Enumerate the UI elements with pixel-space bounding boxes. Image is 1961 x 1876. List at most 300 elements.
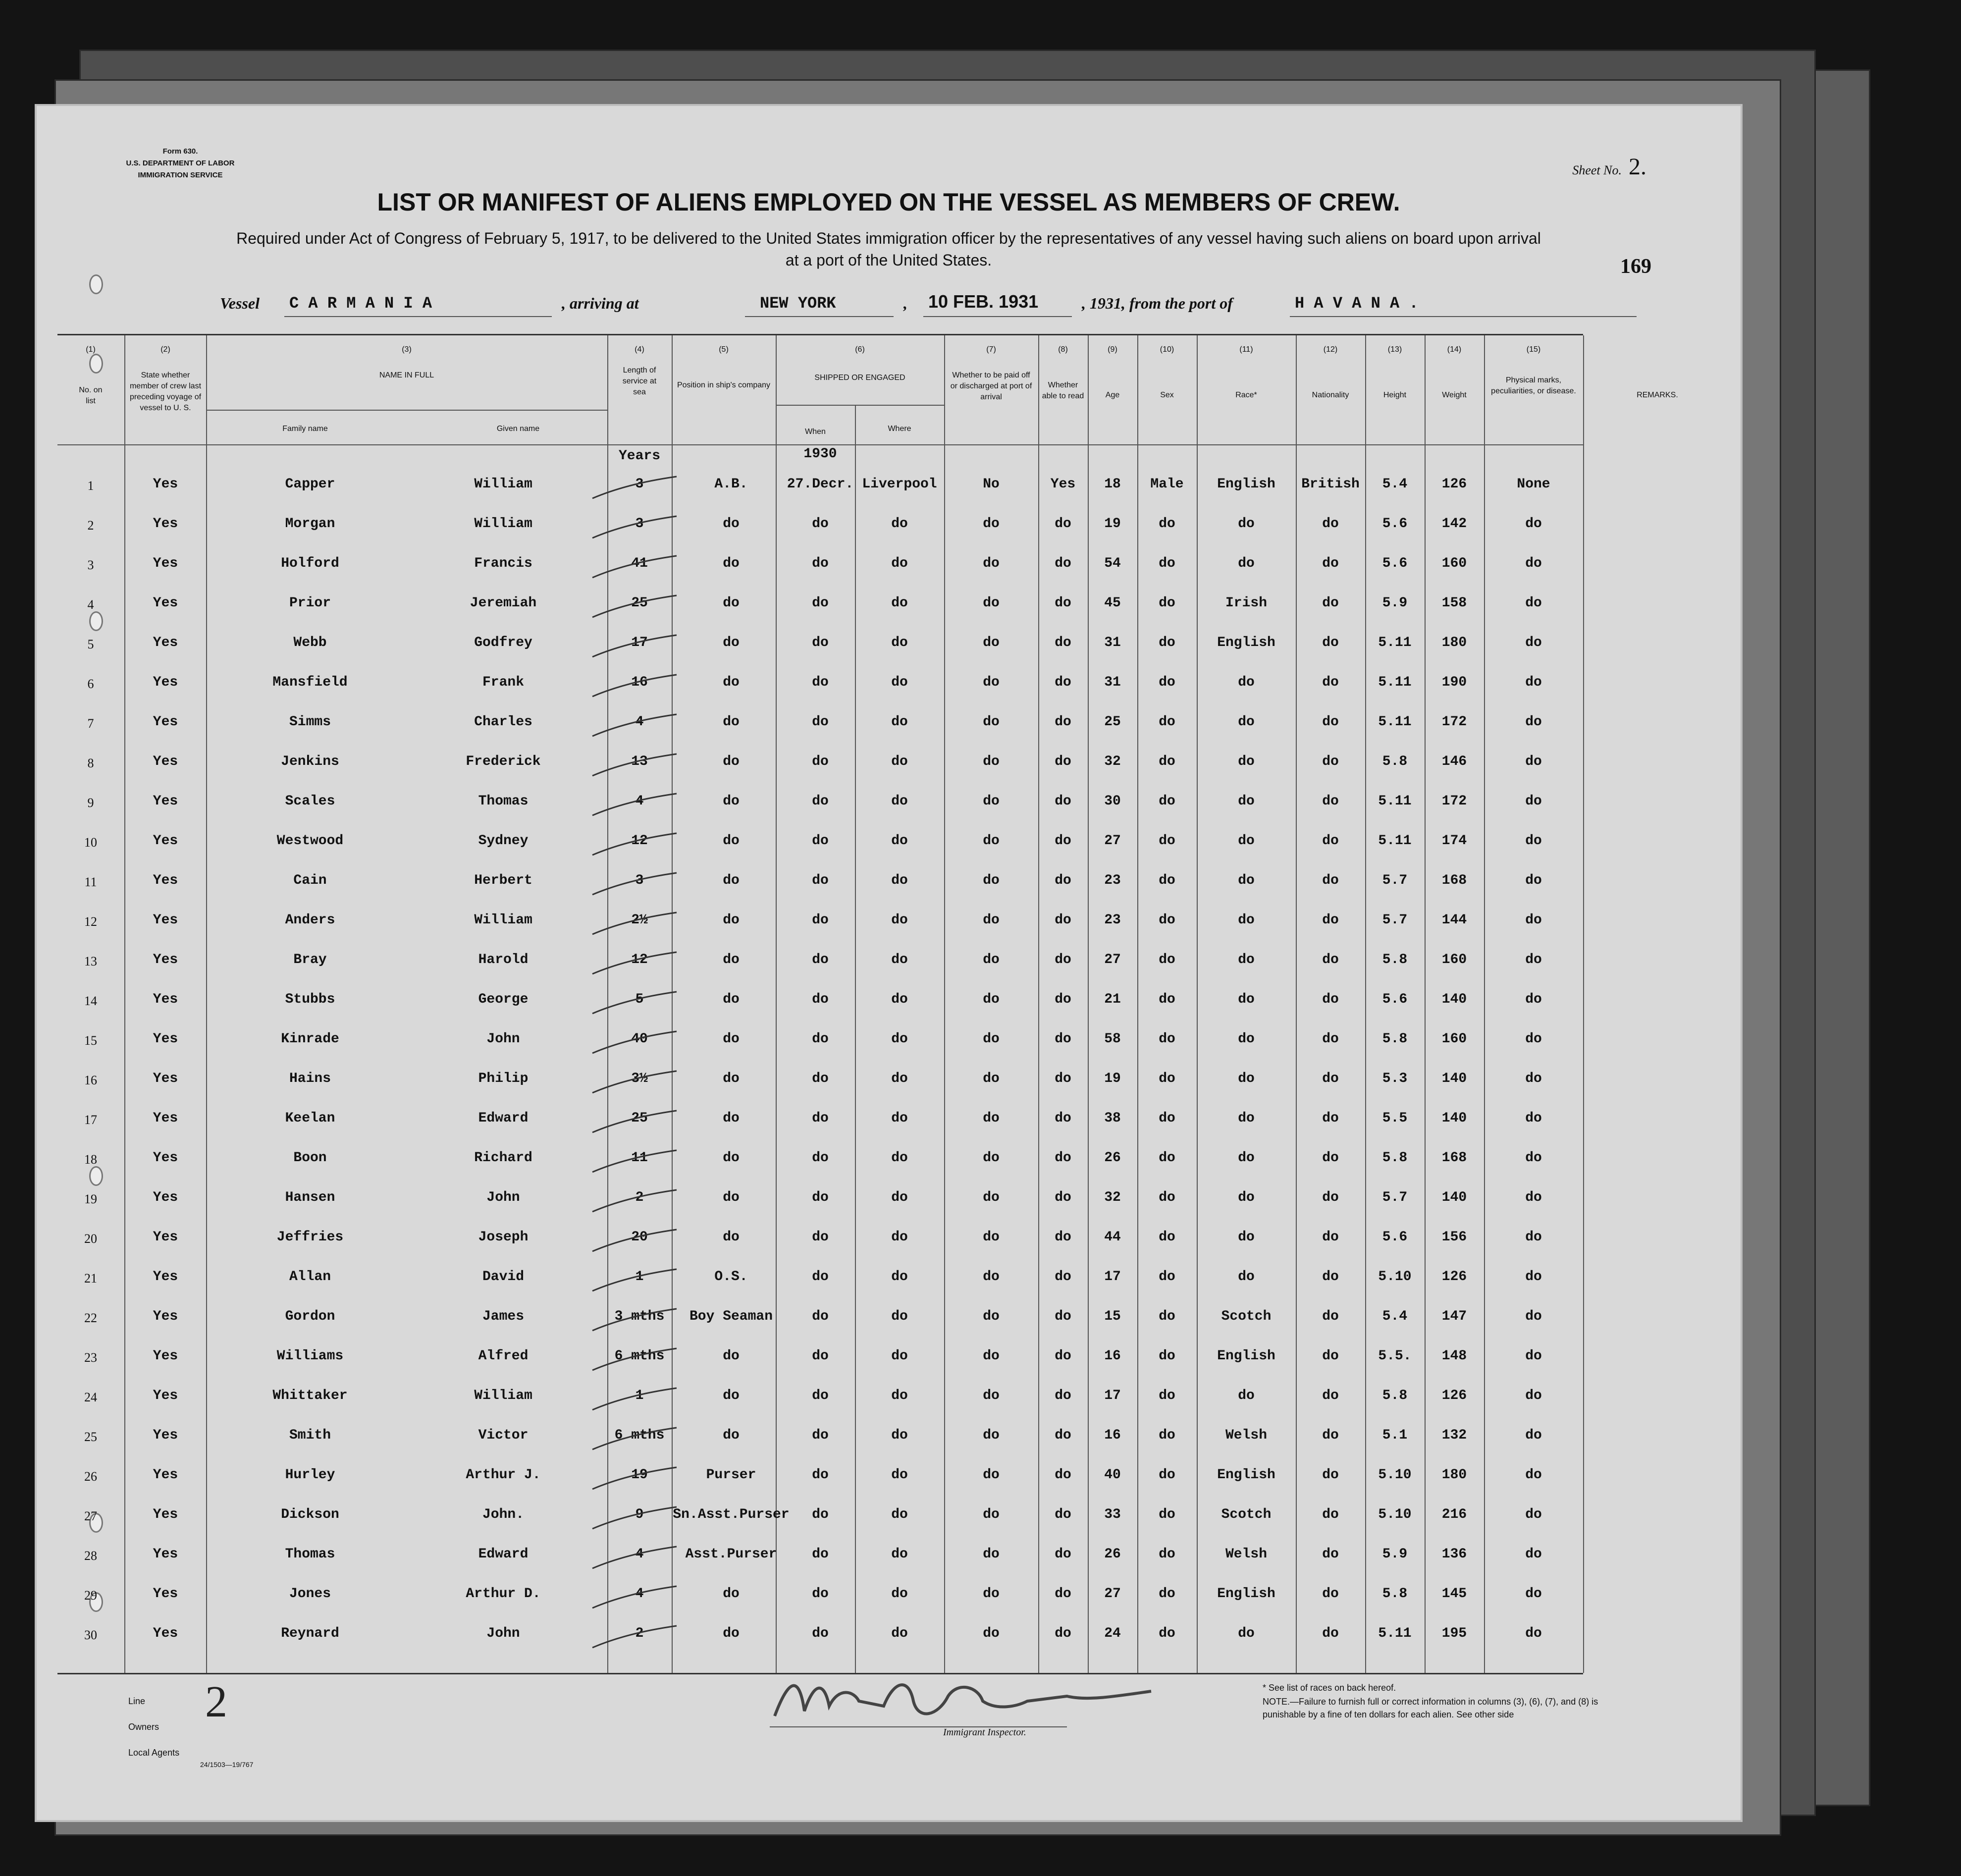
- cell-family-name: Jenkins: [281, 754, 339, 769]
- cell-physical: do: [1525, 952, 1542, 967]
- cell-row-number: 21: [84, 1271, 97, 1286]
- year-1930-label: 1930: [803, 446, 837, 462]
- cell-paid-off: do: [983, 794, 1000, 809]
- cell-where: do: [891, 1547, 908, 1562]
- cell-given-name: William: [474, 1388, 532, 1403]
- cell-where: do: [891, 635, 908, 650]
- cell-row-number: 10: [84, 835, 97, 850]
- col-divider: [1137, 335, 1138, 1673]
- cell-nationality: do: [1322, 1111, 1339, 1126]
- cell-nationality: do: [1322, 1071, 1339, 1086]
- cell-race: do: [1238, 1150, 1255, 1166]
- col-number: (1): [86, 345, 96, 354]
- cell-physical: do: [1525, 714, 1542, 730]
- check-tick-mark: [587, 1504, 682, 1534]
- header-remarks: REMARKS.: [1637, 391, 1678, 399]
- cell-when: do: [812, 1269, 829, 1285]
- cell-family-name: Hansen: [285, 1190, 335, 1205]
- cell-race: do: [1238, 516, 1255, 532]
- cell-nationality: do: [1322, 952, 1339, 967]
- cell-physical: do: [1525, 992, 1542, 1007]
- check-tick-mark: [587, 989, 682, 1018]
- cell-paid-off: do: [983, 635, 1000, 650]
- cell-able-read: do: [1055, 1547, 1071, 1562]
- name-divider: [206, 410, 607, 411]
- cell-nationality: do: [1322, 754, 1339, 769]
- cell-when: do: [812, 1626, 829, 1641]
- cell-able-read: do: [1055, 1230, 1071, 1245]
- cell-height: 5.8: [1382, 1388, 1408, 1403]
- cell-family-name: Thomas: [285, 1547, 335, 1562]
- cell-able-read: do: [1055, 1626, 1071, 1641]
- cell-row-number: 14: [84, 994, 97, 1008]
- penalty-note: NOTE.—Failure to furnish full or correct information in columns (3), (6), (7), and (8) is punishable by a fine of ten dollars for each alien. See other side: [1263, 1697, 1598, 1719]
- cell-position: do: [723, 635, 740, 650]
- cell-nationality: do: [1322, 1547, 1339, 1562]
- cell-height: 5.11: [1378, 1626, 1412, 1641]
- cell-service-length: 17: [631, 635, 648, 650]
- col-number: (9): [1108, 345, 1117, 354]
- cell-when: do: [812, 1428, 829, 1443]
- col-divider: [944, 335, 945, 1673]
- cell-service-length: 4: [635, 1547, 644, 1562]
- col-number: (2): [160, 345, 170, 354]
- cell-age: 30: [1104, 794, 1121, 809]
- cell-position: do: [723, 1428, 740, 1443]
- cell-height: 5.6: [1382, 556, 1408, 571]
- cell-weight: 160: [1441, 1031, 1467, 1047]
- check-tick-mark: [587, 830, 682, 860]
- cell-race: English: [1217, 477, 1275, 492]
- cell-age: 16: [1104, 1428, 1121, 1443]
- cell-paid-off: do: [983, 1547, 1000, 1562]
- cell-race: do: [1238, 992, 1255, 1007]
- port-underline: [745, 316, 894, 317]
- cell-family-name: Boon: [293, 1150, 327, 1166]
- cell-height: 5.10: [1378, 1269, 1412, 1285]
- cell-position: do: [723, 1111, 740, 1126]
- header-height: Height: [1383, 391, 1407, 399]
- cell-weight: 195: [1441, 1626, 1467, 1641]
- cell-family-name: Hurley: [285, 1467, 335, 1483]
- cell-age: 32: [1104, 1190, 1121, 1205]
- cell-race: English: [1217, 635, 1275, 650]
- cell-height: 5.6: [1382, 1230, 1408, 1245]
- cell-sex: do: [1159, 1467, 1175, 1483]
- cell-given-name: Victor: [478, 1428, 529, 1443]
- cell-able-read: do: [1055, 714, 1071, 730]
- form-identifier: [106, 146, 255, 181]
- cell-us-voyage: Yes: [153, 1031, 178, 1047]
- cell-where: do: [891, 912, 908, 928]
- cell-height: 5.11: [1378, 833, 1412, 849]
- owners-value: 2: [205, 1677, 227, 1726]
- cell-family-name: Whittaker: [272, 1388, 348, 1403]
- check-tick-mark: [587, 1108, 682, 1137]
- cell-given-name: Richard: [474, 1150, 532, 1166]
- cell-family-name: Gordon: [285, 1309, 335, 1324]
- cell-when: do: [812, 912, 829, 928]
- cell-sex: do: [1159, 754, 1175, 769]
- cell-position: do: [723, 595, 740, 611]
- cell-service-length: 3 mths: [614, 1309, 665, 1324]
- cell-row-number: 11: [84, 875, 97, 889]
- cell-when: do: [812, 714, 829, 730]
- cell-nationality: British: [1301, 477, 1360, 492]
- cell-age: 26: [1104, 1547, 1121, 1562]
- cell-sex: do: [1159, 952, 1175, 967]
- cell-weight: 160: [1441, 556, 1467, 571]
- cell-given-name: Alfred: [478, 1348, 529, 1364]
- check-tick-mark: [587, 1068, 682, 1098]
- cell-sex: do: [1159, 912, 1175, 928]
- cell-row-number: 20: [84, 1232, 97, 1246]
- cell-able-read: do: [1055, 1467, 1071, 1483]
- cell-weight: 136: [1441, 1547, 1467, 1562]
- cell-service-length: 5: [635, 992, 644, 1007]
- cell-given-name: John.: [482, 1507, 525, 1522]
- cell-where: do: [891, 1031, 908, 1047]
- col-divider: [1484, 335, 1485, 1673]
- cell-position: do: [723, 912, 740, 928]
- cell-paid-off: do: [983, 714, 1000, 730]
- cell-us-voyage: Yes: [153, 556, 178, 571]
- cell-position: O.S.: [714, 1269, 748, 1285]
- cell-row-number: 12: [84, 914, 97, 929]
- cell-race: Welsh: [1225, 1547, 1268, 1562]
- cell-given-name: Sydney: [478, 833, 529, 849]
- cell-row-number: 9: [87, 796, 94, 810]
- vessel-label: Vessel: [220, 294, 260, 312]
- cell-given-name: Francis: [474, 556, 532, 571]
- cell-nationality: do: [1322, 1150, 1339, 1166]
- cell-sex: do: [1159, 1269, 1175, 1285]
- cell-weight: 174: [1441, 833, 1467, 849]
- cell-where: Liverpool: [862, 477, 937, 492]
- col-divider: [124, 335, 125, 1673]
- cell-weight: 216: [1441, 1507, 1467, 1522]
- cell-able-read: do: [1055, 1388, 1071, 1403]
- cell-family-name: Dickson: [281, 1507, 339, 1522]
- cell-age: 23: [1104, 873, 1121, 888]
- cell-position: do: [723, 714, 740, 730]
- cell-race: do: [1238, 1190, 1255, 1205]
- check-tick-mark: [587, 1623, 682, 1653]
- cell-service-length: 19: [631, 1467, 648, 1483]
- col-divider: [1425, 335, 1426, 1673]
- cell-when: do: [812, 794, 829, 809]
- cell-physical: do: [1525, 1547, 1542, 1562]
- cell-row-number: 29: [84, 1588, 97, 1603]
- cell-able-read: do: [1055, 1586, 1071, 1602]
- cell-weight: 146: [1441, 754, 1467, 769]
- cell-physical: do: [1525, 1071, 1542, 1086]
- cell-race: do: [1238, 1269, 1255, 1285]
- cell-position: do: [723, 1190, 740, 1205]
- cell-age: 27: [1104, 1586, 1121, 1602]
- cell-sex: do: [1159, 1428, 1175, 1443]
- cell-service-length: 16: [631, 675, 648, 690]
- check-tick-mark: [587, 751, 682, 781]
- col-divider: [1088, 335, 1089, 1673]
- cell-able-read: do: [1055, 1071, 1071, 1086]
- cell-family-name: Prior: [289, 595, 331, 611]
- cell-height: 5.6: [1382, 516, 1408, 532]
- cell-when: do: [812, 1507, 829, 1522]
- cell-where: do: [891, 992, 908, 1007]
- col-divider: [1365, 335, 1366, 1673]
- cell-when: do: [812, 675, 829, 690]
- cell-nationality: do: [1322, 516, 1339, 532]
- cell-age: 17: [1104, 1269, 1121, 1285]
- cell-nationality: do: [1322, 1586, 1339, 1602]
- cell-paid-off: do: [983, 516, 1000, 532]
- cell-us-voyage: Yes: [153, 595, 178, 611]
- cell-service-length: 4: [635, 794, 644, 809]
- col-divider: [1296, 335, 1297, 1673]
- cell-height: 5.4: [1382, 1309, 1408, 1324]
- cell-when: do: [812, 516, 829, 532]
- cell-where: do: [891, 675, 908, 690]
- check-tick-mark: [587, 672, 682, 701]
- cell-where: do: [891, 1428, 908, 1443]
- cell-weight: 147: [1441, 1309, 1467, 1324]
- cell-given-name: Arthur D.: [466, 1586, 541, 1602]
- cell-height: 5.9: [1382, 595, 1408, 611]
- cell-nationality: do: [1322, 1626, 1339, 1641]
- cell-physical: do: [1525, 1309, 1542, 1324]
- cell-age: 33: [1104, 1507, 1121, 1522]
- sheet-label: Sheet No.: [1572, 163, 1622, 177]
- cell-nationality: do: [1322, 1428, 1339, 1443]
- cell-sex: do: [1159, 1111, 1175, 1126]
- cell-sex: do: [1159, 992, 1175, 1007]
- cell-able-read: do: [1055, 873, 1071, 888]
- cell-service-length: 3: [635, 516, 644, 532]
- cell-sex: do: [1159, 1626, 1175, 1641]
- cell-weight: 144: [1441, 912, 1467, 928]
- cell-row-number: 1: [87, 479, 94, 493]
- cell-us-voyage: Yes: [153, 477, 178, 492]
- cell-position: do: [723, 754, 740, 769]
- cell-when: 27.Decr.: [787, 477, 854, 492]
- cell-service-length: 12: [631, 952, 648, 967]
- cell-sex: do: [1159, 1507, 1175, 1522]
- cell-position: do: [723, 1626, 740, 1641]
- cell-race: do: [1238, 912, 1255, 928]
- cell-position: Sn.Asst.Purser: [673, 1507, 790, 1522]
- cell-given-name: Charles: [474, 714, 532, 730]
- cell-weight: 126: [1441, 1388, 1467, 1403]
- cell-sex: do: [1159, 1309, 1175, 1324]
- cell-family-name: Holford: [281, 556, 339, 571]
- header-length-service: Length of service at sea: [622, 366, 657, 396]
- header-able-read: Whether able to read: [1042, 381, 1084, 400]
- cell-us-voyage: Yes: [153, 1547, 178, 1562]
- cell-when: do: [812, 873, 829, 888]
- cell-weight: 126: [1441, 477, 1467, 492]
- cell-position: do: [723, 556, 740, 571]
- check-tick-mark: [587, 910, 682, 939]
- cell-height: 5.8: [1382, 754, 1408, 769]
- cell-service-length: 25: [631, 595, 648, 611]
- cell-sex: do: [1159, 516, 1175, 532]
- check-tick-mark: [587, 553, 682, 583]
- cell-able-read: do: [1055, 754, 1071, 769]
- cell-physical: do: [1525, 635, 1542, 650]
- check-tick-mark: [587, 1028, 682, 1058]
- cell-family-name: Scales: [285, 794, 335, 809]
- cell-position: Boy Seaman: [689, 1309, 773, 1324]
- cell-when: do: [812, 1190, 829, 1205]
- cell-race: do: [1238, 952, 1255, 967]
- cell-where: do: [891, 873, 908, 888]
- cell-row-number: 8: [87, 756, 94, 770]
- arrival-port: NEW YORK: [760, 294, 836, 313]
- cell-paid-off: do: [983, 1269, 1000, 1285]
- col-divider: [1197, 335, 1198, 1673]
- cell-given-name: Herbert: [474, 873, 532, 888]
- cell-age: 40: [1104, 1467, 1121, 1483]
- cell-sex: do: [1159, 1388, 1175, 1403]
- cell-sex: do: [1159, 1547, 1175, 1562]
- cell-service-length: 4: [635, 714, 644, 730]
- col-divider: [855, 405, 856, 1673]
- header-name-in-full: NAME IN FULL: [379, 371, 434, 379]
- cell-age: 16: [1104, 1348, 1121, 1364]
- cell-sex: do: [1159, 873, 1175, 888]
- cell-service-length: 13: [631, 754, 648, 769]
- col-number: (5): [719, 345, 729, 354]
- cell-position: do: [723, 833, 740, 849]
- cell-family-name: Keelan: [285, 1111, 335, 1126]
- vessel-line: [220, 291, 1592, 319]
- cell-row-number: 5: [87, 637, 94, 651]
- cell-row-number: 26: [84, 1469, 97, 1484]
- cell-us-voyage: Yes: [153, 1348, 178, 1364]
- cell-sex: do: [1159, 595, 1175, 611]
- cell-paid-off: do: [983, 675, 1000, 690]
- cell-position: do: [723, 1031, 740, 1047]
- check-tick-mark: [587, 474, 682, 503]
- cell-when: do: [812, 556, 829, 571]
- cell-where: do: [891, 1507, 908, 1522]
- cell-weight: 180: [1441, 1467, 1467, 1483]
- cell-paid-off: do: [983, 1467, 1000, 1483]
- cell-paid-off: do: [983, 833, 1000, 849]
- line-label: Line: [128, 1696, 146, 1706]
- cell-physical: do: [1525, 516, 1542, 532]
- check-tick-mark: [587, 1425, 682, 1454]
- cell-us-voyage: Yes: [153, 992, 178, 1007]
- cell-paid-off: do: [983, 1031, 1000, 1047]
- header-when: When: [805, 428, 826, 436]
- cell-race: do: [1238, 1230, 1255, 1245]
- cell-weight: 132: [1441, 1428, 1467, 1443]
- cell-height: 5.6: [1382, 992, 1408, 1007]
- cell-nationality: do: [1322, 1230, 1339, 1245]
- check-tick-mark: [587, 870, 682, 900]
- cell-nationality: do: [1322, 595, 1339, 611]
- cell-race: do: [1238, 1626, 1255, 1641]
- cell-able-read: do: [1055, 556, 1071, 571]
- cell-physical: do: [1525, 1031, 1542, 1047]
- cell-row-number: 3: [87, 558, 94, 572]
- cell-able-read: do: [1055, 1428, 1071, 1443]
- cell-family-name: Bray: [293, 952, 327, 967]
- cell-us-voyage: Yes: [153, 675, 178, 690]
- cell-service-length: 2: [635, 1626, 644, 1641]
- binder-hole: [89, 274, 103, 294]
- cell-service-length: 2½: [631, 912, 648, 928]
- cell-given-name: Edward: [478, 1111, 529, 1126]
- cell-height: 5.3: [1382, 1071, 1408, 1086]
- cell-height: 5.11: [1378, 714, 1412, 730]
- col-number: (13): [1387, 345, 1402, 354]
- header-age: Age: [1105, 391, 1120, 399]
- cell-position: do: [723, 794, 740, 809]
- cell-able-read: do: [1055, 1309, 1071, 1324]
- cell-weight: 140: [1441, 1190, 1467, 1205]
- cell-weight: 190: [1441, 675, 1467, 690]
- cell-us-voyage: Yes: [153, 714, 178, 730]
- cell-paid-off: do: [983, 912, 1000, 928]
- cell-weight: 172: [1441, 794, 1467, 809]
- cell-row-number: 2: [87, 518, 94, 533]
- cell-paid-off: do: [983, 1309, 1000, 1324]
- cell-height: 5.7: [1382, 873, 1408, 888]
- cell-position: do: [723, 1230, 740, 1245]
- cell-paid-off: do: [983, 992, 1000, 1007]
- cell-height: 5.8: [1382, 1586, 1408, 1602]
- cell-height: 5.8: [1382, 952, 1408, 967]
- cell-when: do: [812, 833, 829, 849]
- cell-sex: do: [1159, 833, 1175, 849]
- cell-when: do: [812, 1150, 829, 1166]
- cell-weight: 140: [1441, 992, 1467, 1007]
- cell-given-name: John: [486, 1031, 520, 1047]
- cell-service-length: 40: [631, 1031, 648, 1047]
- crew-table: [57, 334, 1678, 1674]
- cell-row-number: 28: [84, 1549, 97, 1563]
- cell-weight: 180: [1441, 635, 1467, 650]
- cell-paid-off: do: [983, 1230, 1000, 1245]
- check-tick-mark: [587, 1266, 682, 1296]
- cell-when: do: [812, 1467, 829, 1483]
- cell-able-read: do: [1055, 992, 1071, 1007]
- cell-race: Scotch: [1221, 1507, 1272, 1522]
- cell-when: do: [812, 1309, 829, 1324]
- cell-service-length: 25: [631, 1111, 648, 1126]
- cell-race: Scotch: [1221, 1309, 1272, 1324]
- cell-where: do: [891, 1269, 908, 1285]
- cell-family-name: Stubbs: [285, 992, 335, 1007]
- cell-when: do: [812, 992, 829, 1007]
- cell-where: do: [891, 1467, 908, 1483]
- cell-race: do: [1238, 1031, 1255, 1047]
- cell-given-name: Joseph: [478, 1230, 529, 1245]
- check-tick-mark: [587, 1464, 682, 1494]
- cell-where: do: [891, 833, 908, 849]
- cell-row-number: 16: [84, 1073, 97, 1087]
- cell-race: do: [1238, 1111, 1255, 1126]
- cell-paid-off: do: [983, 952, 1000, 967]
- cell-row-number: 4: [87, 597, 94, 612]
- cell-row-number: 30: [84, 1628, 97, 1642]
- cell-physical: do: [1525, 556, 1542, 571]
- cell-position: do: [723, 1150, 740, 1166]
- cell-when: do: [812, 754, 829, 769]
